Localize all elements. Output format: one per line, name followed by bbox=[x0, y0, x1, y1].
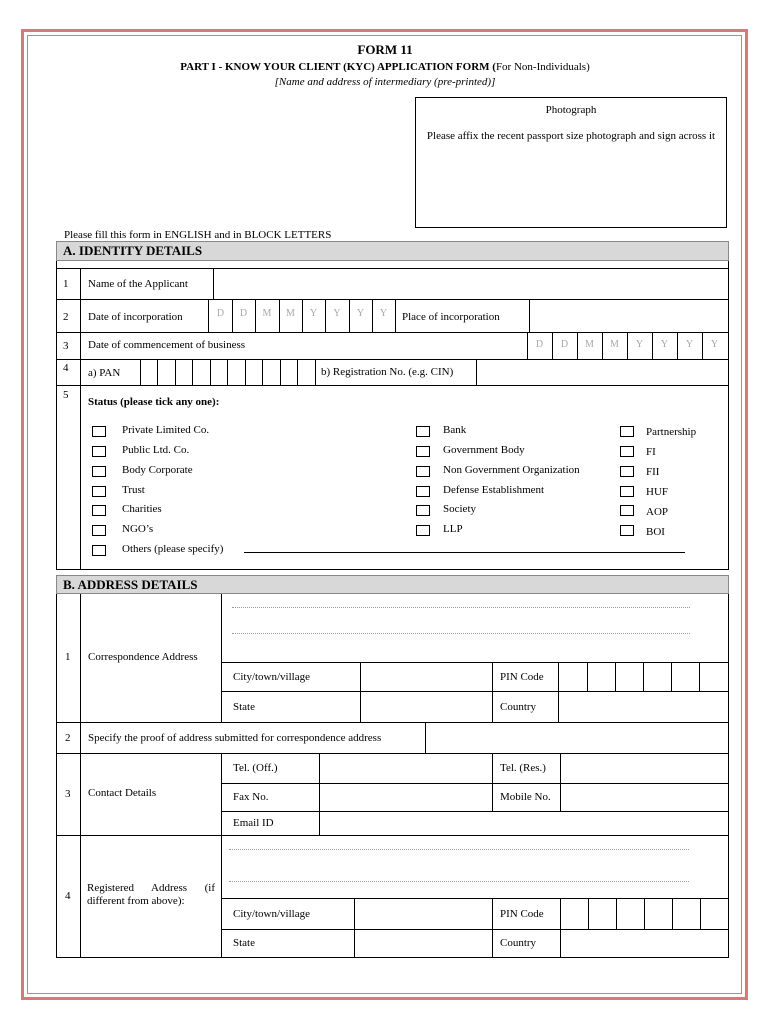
row-b1-number: 1 bbox=[65, 651, 71, 663]
registered-address-label: Registered Address (if different from above): bbox=[87, 882, 215, 907]
registered-address-input[interactable] bbox=[222, 836, 728, 898]
form-subtitle: [Name and address of intermediary (pre-printed)] bbox=[274, 76, 496, 88]
checkbox-defense[interactable] bbox=[416, 486, 430, 497]
country-label: Country bbox=[500, 701, 537, 713]
country-input[interactable] bbox=[559, 692, 728, 722]
registered-state-input[interactable] bbox=[355, 930, 492, 957]
registered-country-input[interactable] bbox=[561, 930, 728, 957]
checkbox-huf[interactable] bbox=[620, 486, 634, 497]
incorporation-place-input[interactable] bbox=[530, 300, 728, 332]
fill-instruction: Please fill this form in ENGLISH and in BLOCK LETTERS bbox=[64, 229, 332, 241]
date-placeholder: Y bbox=[309, 308, 318, 319]
commencement-date-input[interactable] bbox=[527, 333, 728, 359]
status-option: FII bbox=[646, 466, 660, 478]
checkbox-bank[interactable] bbox=[416, 426, 430, 437]
date-placeholder: M bbox=[610, 339, 619, 350]
state-label: State bbox=[233, 937, 255, 949]
status-option: Government Body bbox=[443, 444, 525, 456]
date-placeholder: Y bbox=[356, 308, 365, 319]
city-label: City/town/village bbox=[233, 908, 310, 920]
tel-residence-input[interactable] bbox=[561, 754, 728, 783]
form-title: PART I - KNOW YOUR CLIENT (KYC) APPLICATION FORM (For Non-Individuals) bbox=[180, 61, 590, 73]
checkbox-body-corporate[interactable] bbox=[92, 466, 106, 477]
checkbox-partnership[interactable] bbox=[620, 426, 634, 437]
photograph-title: Photograph bbox=[545, 104, 597, 116]
date-placeholder: Y bbox=[710, 339, 719, 350]
contact-details-label: Contact Details bbox=[88, 787, 157, 799]
city-input[interactable] bbox=[361, 663, 492, 691]
form-number: FORM 11 bbox=[357, 42, 413, 57]
status-label: Status (please tick any one): bbox=[88, 396, 220, 408]
checkbox-fii[interactable] bbox=[620, 466, 634, 477]
pan-input[interactable] bbox=[140, 359, 316, 385]
status-option: LLP bbox=[443, 523, 463, 535]
city-label: City/town/village bbox=[233, 671, 310, 683]
registration-no-input[interactable] bbox=[477, 360, 728, 385]
checkbox-boi[interactable] bbox=[620, 525, 634, 536]
mobile-label: Mobile No. bbox=[500, 791, 551, 803]
pin-label: PIN Code bbox=[500, 671, 544, 683]
status-option: Others (please specify) bbox=[122, 543, 224, 555]
registration-no-label: b) Registration No. (e.g. CIN) bbox=[321, 366, 454, 378]
email-label: Email ID bbox=[233, 817, 274, 829]
checkbox-llp[interactable] bbox=[416, 525, 430, 536]
pin-input[interactable] bbox=[559, 663, 728, 691]
proof-of-address-input[interactable] bbox=[426, 723, 728, 753]
others-specify-input[interactable] bbox=[244, 552, 685, 553]
state-label: State bbox=[233, 701, 255, 713]
date-placeholder: M bbox=[585, 339, 594, 350]
registered-pin-input[interactable] bbox=[561, 899, 728, 929]
date-placeholder: Y bbox=[660, 339, 669, 350]
date-placeholder: Y bbox=[635, 339, 644, 350]
checkbox-ngo-org[interactable] bbox=[416, 466, 430, 477]
pin-label: PIN Code bbox=[500, 908, 544, 920]
incorporation-date-label: Date of incorporation bbox=[88, 311, 183, 323]
registered-city-input[interactable] bbox=[355, 899, 492, 929]
checkbox-government-body[interactable] bbox=[416, 446, 430, 457]
commencement-date-label: Date of commencement of business bbox=[88, 339, 246, 351]
status-option: Society bbox=[443, 503, 476, 515]
checkbox-ngo[interactable] bbox=[92, 525, 106, 536]
tel-residence-label: Tel. (Res.) bbox=[500, 762, 546, 774]
date-placeholder: D bbox=[239, 308, 248, 319]
status-option: Charities bbox=[122, 503, 162, 515]
date-placeholder: D bbox=[535, 339, 544, 350]
date-placeholder: Y bbox=[685, 339, 694, 350]
photograph-instruction: Please affix the recent passport size photograph and sign across it bbox=[426, 130, 716, 142]
checkbox-private-limited[interactable] bbox=[92, 426, 106, 437]
status-option: Public Ltd. Co. bbox=[122, 444, 190, 456]
checkbox-charities[interactable] bbox=[92, 505, 106, 516]
state-input[interactable] bbox=[361, 692, 492, 722]
date-placeholder: Y bbox=[333, 308, 341, 319]
tel-office-label: Tel. (Off.) bbox=[233, 762, 278, 774]
date-placeholder: D bbox=[216, 308, 225, 319]
date-placeholder: Y bbox=[379, 308, 388, 319]
row-a2-number: 2 bbox=[63, 311, 69, 323]
row-a1-number: 1 bbox=[63, 278, 69, 290]
fax-label: Fax No. bbox=[233, 791, 269, 803]
pan-label: a) PAN bbox=[88, 367, 121, 379]
status-option: Trust bbox=[122, 484, 145, 496]
status-option: HUF bbox=[646, 486, 669, 498]
checkbox-others[interactable] bbox=[92, 545, 106, 556]
checkbox-trust[interactable] bbox=[92, 486, 106, 497]
incorporation-date-input[interactable] bbox=[209, 300, 396, 332]
date-placeholder: M bbox=[286, 308, 295, 319]
correspondence-address-input[interactable] bbox=[222, 595, 728, 662]
country-label: Country bbox=[500, 937, 537, 949]
mobile-input[interactable] bbox=[561, 784, 728, 811]
proof-of-address-label: Specify the proof of address submitted for correspondence address bbox=[88, 732, 382, 744]
checkbox-aop[interactable] bbox=[620, 505, 634, 516]
row-a4-number: 4 bbox=[63, 362, 69, 374]
applicant-name-input[interactable] bbox=[214, 269, 728, 299]
correspondence-address-label: Correspondence Address bbox=[88, 651, 198, 663]
status-option: FI bbox=[646, 446, 656, 458]
row-a5-number: 5 bbox=[63, 389, 69, 401]
status-option: Partnership bbox=[646, 426, 697, 438]
checkbox-society[interactable] bbox=[416, 505, 430, 516]
status-option: Bank bbox=[443, 424, 467, 436]
status-option: Private Limited Co. bbox=[122, 424, 210, 436]
tel-office-input[interactable] bbox=[320, 754, 492, 783]
status-option: NGO’s bbox=[122, 523, 154, 535]
checkbox-public-ltd[interactable] bbox=[92, 446, 106, 457]
date-placeholder: M bbox=[262, 308, 272, 319]
row-a3-number: 3 bbox=[63, 340, 69, 352]
fax-input[interactable] bbox=[320, 784, 492, 811]
status-option: Non Government Organization bbox=[443, 464, 580, 476]
checkbox-fi[interactable] bbox=[620, 446, 634, 457]
row-b2-number: 2 bbox=[65, 732, 71, 744]
status-option: AOP bbox=[646, 506, 669, 518]
row-b4-number: 4 bbox=[65, 890, 71, 902]
date-placeholder: D bbox=[560, 339, 569, 350]
section-a-heading: A. IDENTITY DETAILS bbox=[56, 241, 729, 261]
row-b3-number: 3 bbox=[65, 788, 71, 800]
photograph-box[interactable] bbox=[415, 97, 727, 228]
status-option: Body Corporate bbox=[122, 464, 193, 476]
applicant-name-label: Name of the Applicant bbox=[88, 278, 188, 290]
email-input[interactable] bbox=[320, 812, 728, 835]
status-option: Defense Establishment bbox=[443, 484, 545, 496]
section-b-heading: B. ADDRESS DETAILS bbox=[56, 575, 729, 594]
status-option: BOI bbox=[646, 526, 665, 538]
incorporation-place-label: Place of incorporation bbox=[402, 311, 500, 323]
